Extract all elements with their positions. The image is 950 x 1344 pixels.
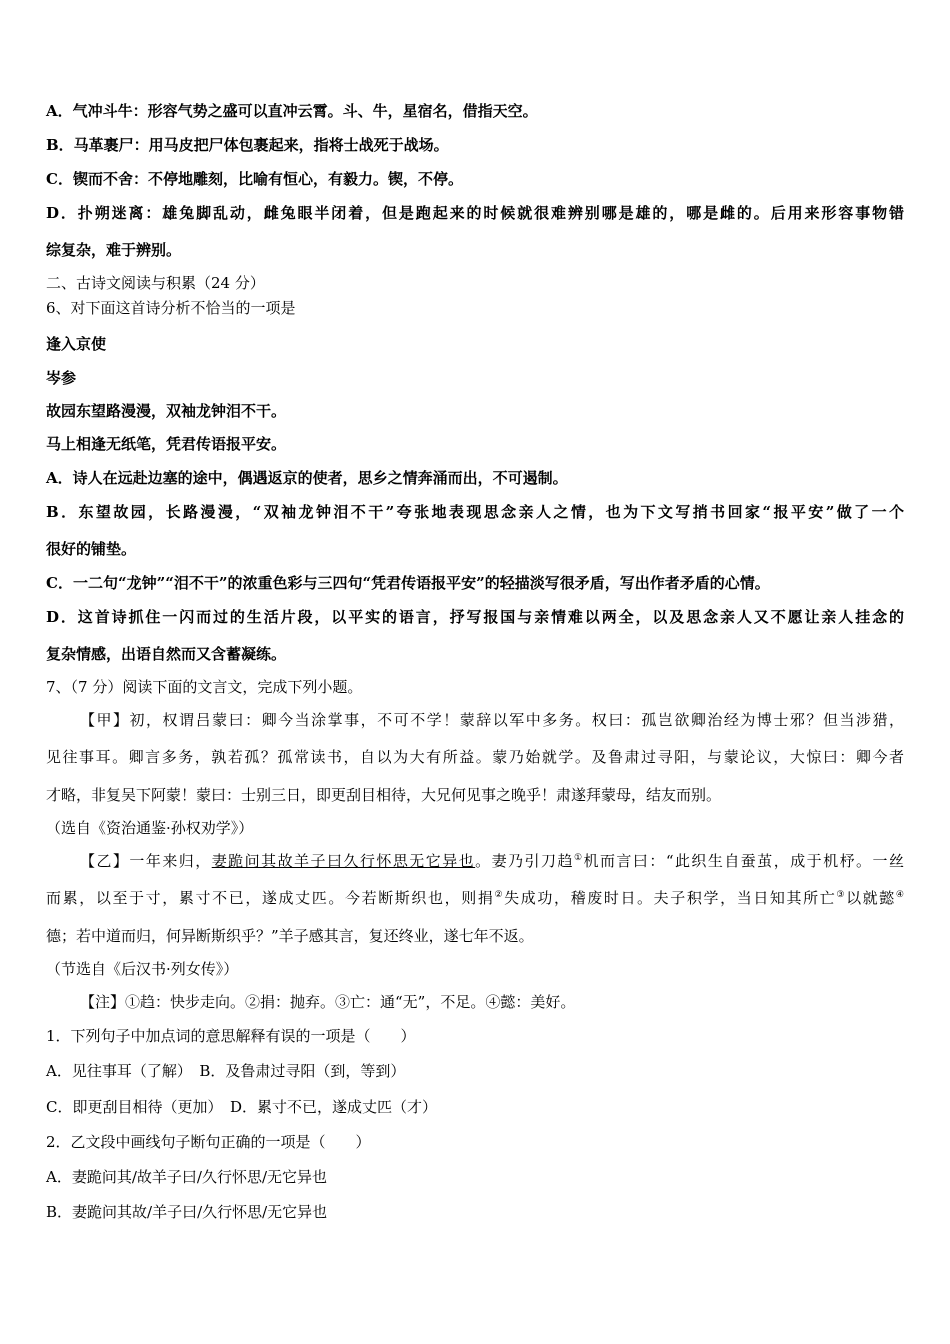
passage-yi-label: 【乙】一年来归， xyxy=(80,852,212,870)
underlined-sentence: 妻跪问其故羊子曰久行怀思无它异也 xyxy=(211,852,476,870)
q6-option-a: A．诗人在远赴边塞的途中，偶遇返京的使者，思乡之情奔涌而出，不可遏制。 xyxy=(46,469,568,487)
passage-jia-line: 【甲】初，权谓吕蒙曰：卿今当涂掌事，不可不学！蒙辞以军中多务。权曰：孤岂欲卿治经为博士邪？但当涉猎， xyxy=(80,711,904,729)
note-marker: ④ xyxy=(895,890,904,900)
q5-option-d-line2: 综复杂，难于辨别。 xyxy=(46,241,182,259)
passage-yi-source: （节选自《后汉书·列女传》） xyxy=(46,960,239,978)
passage-jia-line: 才略，非复吴下阿蒙！蒙曰：士别三日，即更刮目相待，大兄何见事之晚乎！肃遂拜蒙母，结友而别。 xyxy=(46,786,722,804)
q5-option-b: B．马革裹尸：用马皮把尸体包裹起来，指将士战死于战场。 xyxy=(46,136,449,154)
poem-title: 逢入京使 xyxy=(46,335,107,353)
note-marker: ① xyxy=(573,853,584,863)
annotations: 【注】①趋：快步走向。②捐：抛弃。③亡：通“无”，不足。④懿：美好。 xyxy=(80,993,576,1011)
q6-option-b-line2: 很好的铺垫。 xyxy=(46,540,137,558)
note-marker: ③ xyxy=(836,890,847,900)
sub-question-2-stem: 2．乙文段中画线句子断句正确的一项是（ ） xyxy=(46,1133,371,1151)
passage-yi-line: 而累，以至于寸，累寸不已，遂成丈匹。今若断斯织也，则捐②失成功，稽废时日。夫子积学，当日知其所亡③以就懿④ xyxy=(46,889,904,907)
q6-option-c: C．一二句“龙钟”“泪不干”的浓重色彩与三四句“凭君传语报平安”的轻描淡写很矛盾，写出作者矛盾的心情。 xyxy=(46,574,770,592)
q6-option-b-line1: B．东望故园，长路漫漫，“双袖龙钟泪不干”夸张地表现思念亲人之情，也为下文写捎书回家“报平安”做了一个 xyxy=(46,503,904,521)
poem-line: 马上相逢无纸笔，凭君传语报平安。 xyxy=(46,435,287,453)
q7-stem: 7、（7 分）阅读下面的文言文，完成下列小题。 xyxy=(46,678,363,696)
sub-question-1-options-ab: A．见往事耳（了解） B．及鲁肃过寻阳（到，等到） xyxy=(46,1062,406,1080)
sub-question-2-option-a: A．妻跪问其/故羊子曰/久行怀思/无它异也 xyxy=(46,1168,327,1186)
passage-yi-line: 【乙】一年来归，妻跪问其故羊子曰久行怀思无它异也。妻乃引刀趋①机而言曰：“此织生自蚕茧，成于机杼。一丝 xyxy=(80,852,904,870)
q6-stem: 6、对下面这首诗分析不恰当的一项是 xyxy=(46,299,296,317)
sub-question-2-option-b: B．妻跪问其故/羊子曰/久行怀思/无它异也 xyxy=(46,1203,328,1221)
passage-jia-source: （选自《资治通鉴·孙权劝学》） xyxy=(46,819,254,837)
q6-option-d-line1: D．这首诗抓住一闪而过的生活片段，以平实的语言，抒写报国与亲情难以两全，以及思念亲人又不愿让亲人挂念的 xyxy=(46,608,904,626)
sub-question-1-options-cd: C．即更刮目相待（更加） D．累寸不已，遂成丈匹（才） xyxy=(46,1098,438,1116)
sub-question-1-stem: 1．下列句子中加点词的意思解释有误的一项是（ ） xyxy=(46,1027,416,1045)
note-marker: ② xyxy=(494,890,505,900)
passage-jia-line: 见往事耳。卿言多务，孰若孤？孤常读书，自以为大有所益。蒙乃始就学。及鲁肃过寻阳，与蒙论议，大惊曰：卿今者 xyxy=(46,748,904,766)
q5-option-a: A．气冲斗牛：形容气势之盛可以直冲云霄。斗、牛，星宿名，借指天空。 xyxy=(46,102,538,120)
section-title: 二、古诗文阅读与积累（24 分） xyxy=(46,274,265,292)
poem-line: 故园东望路漫漫，双袖龙钟泪不干。 xyxy=(46,402,287,420)
poem-author: 岑参 xyxy=(46,369,77,387)
passage-yi-line: 德；若中道而归，何异断斯织乎？”羊子感其言，复还终业，遂七年不返。 xyxy=(46,927,534,945)
q5-option-d-line1: D．扑朔迷离：雄兔脚乱动，雌兔眼半闭着，但是跑起来的时候就很难辨别哪是雄的，哪是雌的。后用来形容事物错 xyxy=(46,204,904,222)
q6-option-d-line2: 复杂情感，出语自然而又含蓄凝练。 xyxy=(46,645,287,663)
q5-option-c: C．锲而不舍：不停地雕刻，比喻有恒心，有毅力。锲，不停。 xyxy=(46,170,463,188)
